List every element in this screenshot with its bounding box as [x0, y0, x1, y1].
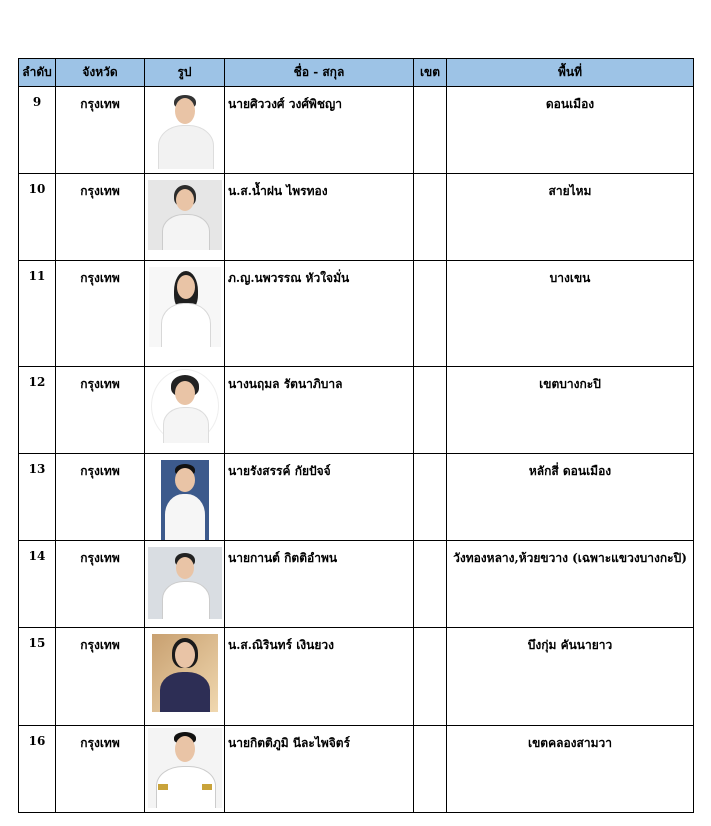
row-district: [414, 87, 447, 174]
row-district: [414, 174, 447, 261]
row-province: กรุงเทพ: [56, 726, 145, 813]
row-number: 13: [19, 454, 56, 541]
row-photo-cell: [145, 261, 225, 367]
table-row: [19, 628, 694, 726]
row-area: บางเขน: [447, 261, 694, 367]
row-name: ภ.ญ.นพวรรณ หัวใจมั่น: [225, 261, 414, 367]
portrait-photo: [149, 267, 221, 347]
row-name: นายกานต์ กิตติอำพน: [225, 541, 414, 628]
portrait-photo: [152, 634, 218, 712]
row-province: กรุงเทพ: [56, 541, 145, 628]
row-area: บึงกุ่ม คันนายาว: [447, 628, 694, 726]
portrait-photo: [151, 369, 219, 443]
row-province: กรุงเทพ: [56, 174, 145, 261]
row-number: 9: [19, 87, 56, 174]
row-area: เขตบางกะปิ: [447, 367, 694, 454]
header-number: ลำดับ: [19, 59, 56, 87]
table-row: [19, 726, 694, 813]
header-area: พื้นที่: [447, 59, 694, 87]
row-district: [414, 454, 447, 541]
row-number: 11: [19, 261, 56, 367]
row-number: 10: [19, 174, 56, 261]
portrait-photo: [148, 547, 222, 619]
row-name: นางนฤมล รัตนาภิบาล: [225, 367, 414, 454]
table-row: [19, 367, 694, 454]
row-name: นายรังสรรค์ กัยปัจจ์: [225, 454, 414, 541]
row-district: [414, 628, 447, 726]
row-province: กรุงเทพ: [56, 454, 145, 541]
row-province: กรุงเทพ: [56, 367, 145, 454]
row-name: นายกิตติภูมิ นีละไพจิตร์: [225, 726, 414, 813]
row-area: เขตคลองสามวา: [447, 726, 694, 813]
row-area: ดอนเมือง: [447, 87, 694, 174]
row-photo-cell: [145, 367, 225, 454]
row-district: [414, 261, 447, 367]
row-province: กรุงเทพ: [56, 87, 145, 174]
row-photo-cell: [145, 87, 225, 174]
header-photo: รูป: [145, 59, 225, 87]
row-district: [414, 367, 447, 454]
row-photo-cell: [145, 174, 225, 261]
portrait-photo: [161, 460, 209, 540]
row-photo-cell: [145, 628, 225, 726]
table-row: [19, 87, 694, 174]
row-province: กรุงเทพ: [56, 628, 145, 726]
portrait-photo: [152, 89, 218, 169]
row-province: กรุงเทพ: [56, 261, 145, 367]
row-number: 15: [19, 628, 56, 726]
table-row: [19, 261, 694, 367]
row-photo-cell: [145, 454, 225, 541]
row-number: 12: [19, 367, 56, 454]
header-district: เขต: [414, 59, 447, 87]
row-district: [414, 541, 447, 628]
row-district: [414, 726, 447, 813]
row-area: หลักสี่ ดอนเมือง: [447, 454, 694, 541]
table-row: [19, 541, 694, 628]
row-name: น.ส.ณิรินทร์ เงินยวง: [225, 628, 414, 726]
row-number: 16: [19, 726, 56, 813]
row-name: น.ส.น้ำฝน ไพรทอง: [225, 174, 414, 261]
row-area: สายไหม: [447, 174, 694, 261]
table-row: [19, 454, 694, 541]
row-photo-cell: [145, 726, 225, 813]
row-number: 14: [19, 541, 56, 628]
portrait-photo: [148, 728, 222, 808]
table-row: [19, 174, 694, 261]
row-area: วังทองหลาง,ห้วยขวาง (เฉพาะแขวงบางกะปิ): [447, 541, 694, 628]
header-province: จังหวัด: [56, 59, 145, 87]
table-header-row: [19, 59, 694, 87]
portrait-photo: [148, 180, 222, 250]
candidate-table: [18, 58, 694, 813]
header-name: ชื่อ - สกุล: [225, 59, 414, 87]
row-photo-cell: [145, 541, 225, 628]
row-name: นายศิววงศ์ วงศ์พิชญา: [225, 87, 414, 174]
